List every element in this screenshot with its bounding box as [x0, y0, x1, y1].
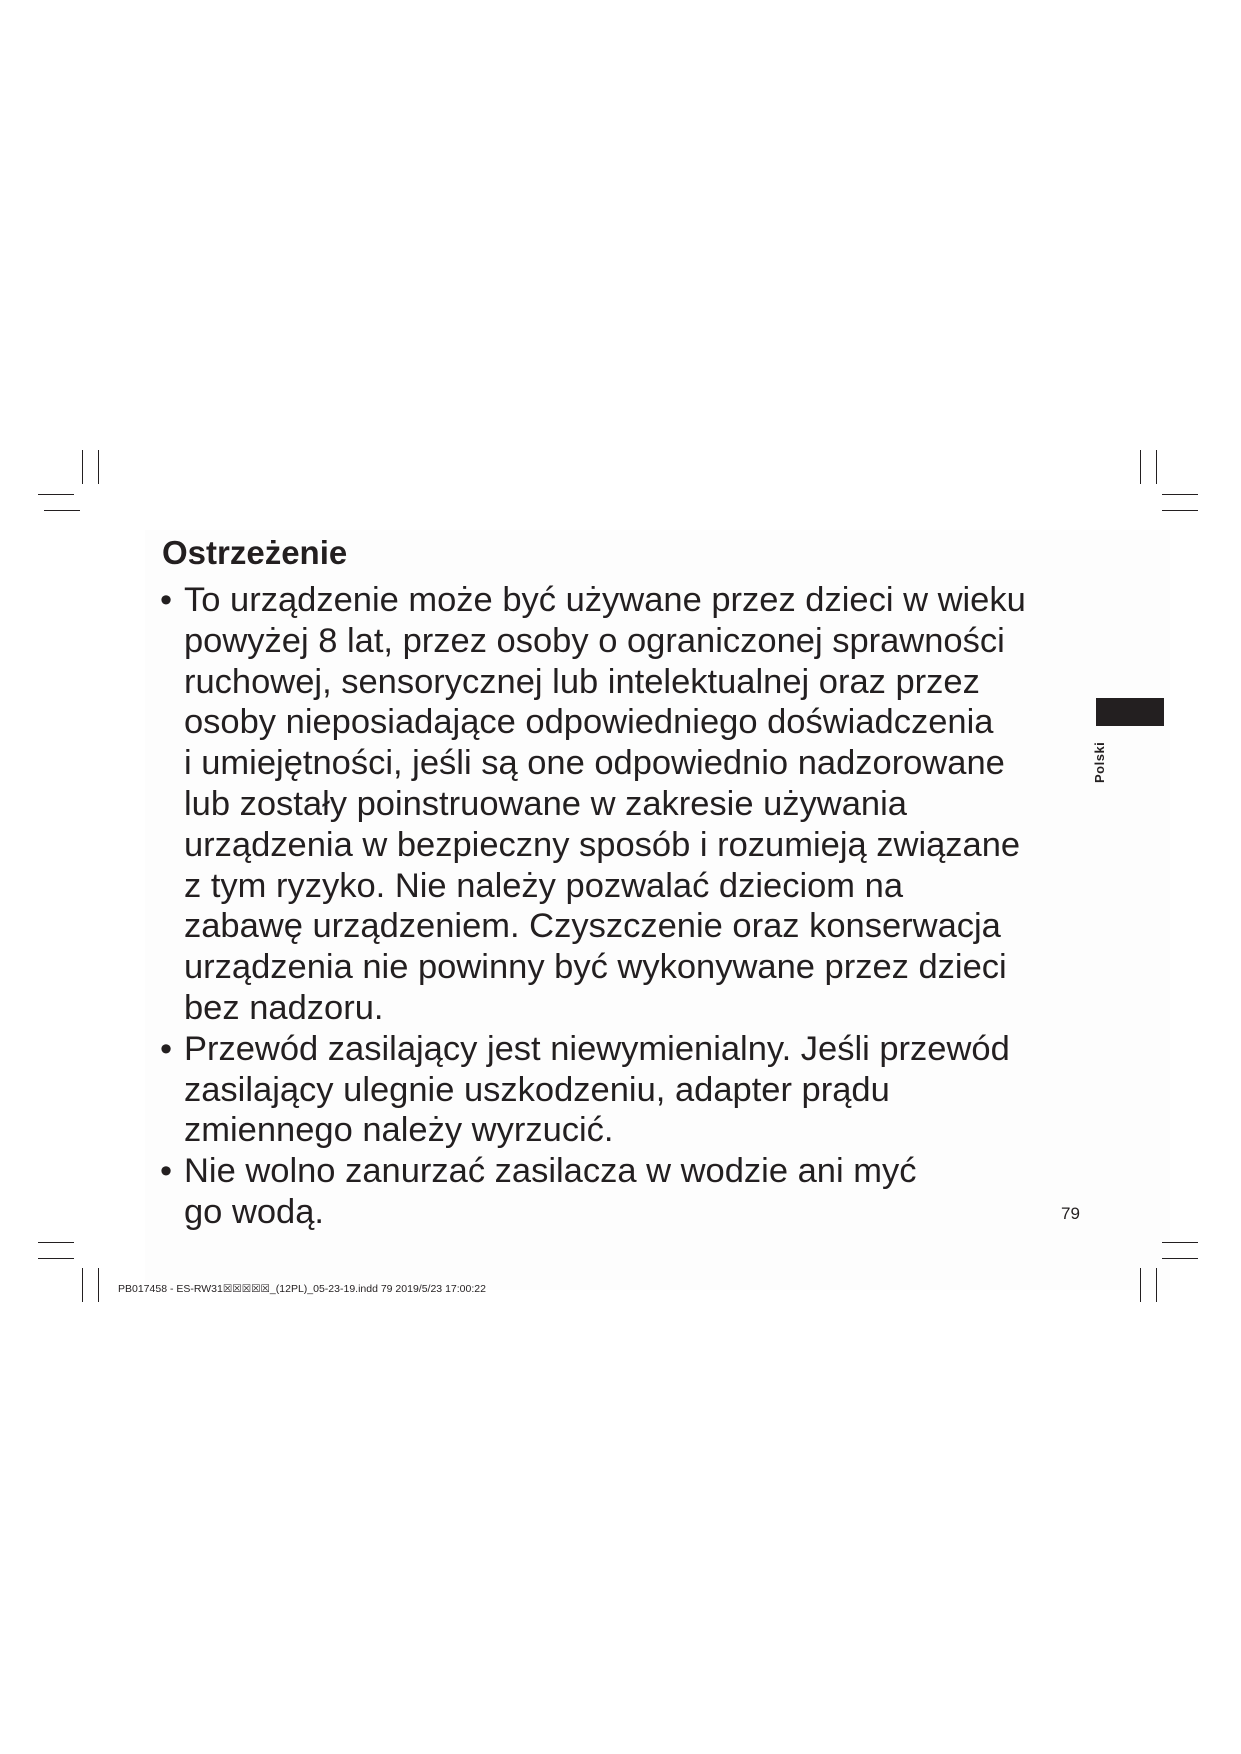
crop-mark-top-left-v1 — [82, 450, 83, 484]
crop-mark-bottom-right-h2 — [1162, 1258, 1198, 1259]
warning-1-line-8: z tym ryzyko. Nie należy pozwalać dzieciom na — [184, 866, 904, 905]
crop-mark-top-right-h2 — [1162, 510, 1198, 511]
warning-1-line-9: zabawę urządzeniem. Czyszczenie oraz konserwacja — [184, 907, 1001, 946]
crop-mark-top-left-v2 — [98, 450, 99, 484]
warning-item-2 — [160, 1029, 1090, 1151]
crop-mark-bottom-left-h2 — [38, 1258, 74, 1259]
warning-item-1 — [160, 580, 1090, 1029]
warning-1-line-10: urządzenia nie powinny być wykonywane przez dzieci — [184, 948, 1007, 987]
crop-mark-bottom-left-h1 — [38, 1242, 74, 1243]
crop-mark-top-right-v2 — [1156, 450, 1157, 484]
warning-1-line-5: i umiejętności, jeśli są one odpowiednio nadzorowane — [184, 744, 1005, 783]
page-number: 79 — [1061, 1204, 1080, 1223]
warning-1-line-1: To urządzenie może być używane przez dzieci w wieku — [184, 581, 1026, 619]
warning-1-line-6: lub zostały poinstruowane w zakresie używania — [184, 784, 907, 823]
warning-item-3 — [160, 1151, 1090, 1233]
section-heading: Ostrzeżenie — [162, 534, 348, 571]
bullet: • — [160, 1029, 173, 1068]
crop-mark-bottom-right-v2 — [1156, 1268, 1157, 1302]
warning-3-line-1: Nie wolno zanurzać zasilacza w wodzie ani myć — [184, 1152, 917, 1191]
crop-mark-top-right-h1 — [1162, 494, 1198, 495]
crop-mark-bottom-left-v2 — [98, 1268, 99, 1302]
print-slug: PB017458 - ES-RW31☒☒☒☒☒_(12PL)_05-23-19.indd 79 2019/5/23 17:00:22 — [118, 1283, 486, 1295]
warning-1-line-7: urządzenia w bezpieczny sposób i rozumieją związane — [184, 825, 1021, 864]
crop-mark-top-right-v1 — [1140, 450, 1141, 484]
bullet: • — [160, 1152, 173, 1191]
crop-mark-bottom-right-v1 — [1140, 1268, 1141, 1302]
warning-1-line-4: osoby nieposiadające odpowiedniego doświadczenia — [184, 703, 994, 742]
language-tab-marker — [1096, 698, 1164, 726]
warning-3-line-2: go wodą. — [184, 1192, 325, 1231]
crop-mark-bottom-left-v1 — [82, 1268, 83, 1302]
warning-1-line-3: ruchowej, sensorycznej lub intelektualnej oraz przez — [184, 662, 980, 701]
crop-mark-top-left-h1 — [38, 494, 74, 495]
warning-list — [160, 580, 1090, 1233]
crop-mark-top-left-h2 — [44, 510, 80, 511]
warning-2-line-2: zasilający ulegnie uszkodzeniu, adapter prądu — [184, 1070, 890, 1109]
bullet: • — [160, 581, 173, 619]
crop-mark-bottom-right-h1 — [1162, 1242, 1198, 1243]
warning-1-line-2: powyżej 8 lat, przez osoby o ograniczonej sprawności — [184, 621, 1005, 660]
language-label: Polski — [1092, 741, 1107, 783]
warning-2-line-1: Przewód zasilający jest niewymienialny. Jeśli przewód — [184, 1029, 1010, 1068]
warning-2-line-3: zmiennego należy wyrzucić. — [184, 1111, 614, 1150]
warning-1-line-11: bez nadzoru. — [184, 988, 384, 1027]
